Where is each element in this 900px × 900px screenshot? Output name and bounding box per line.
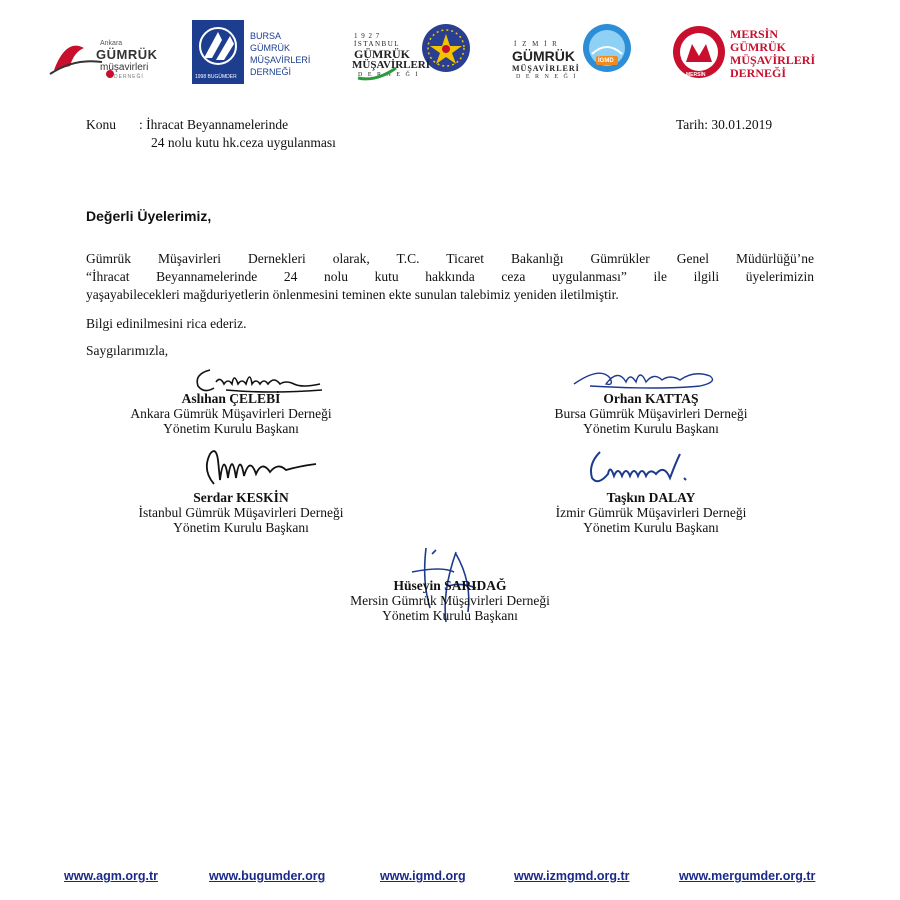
signatory-dalay: Taşkın DALAY İzmir Gümrük Müşavirleri Derneği Yönetim Kurulu Başkanı bbox=[555, 490, 747, 535]
footer-link-igmd[interactable]: www.igmd.org bbox=[380, 869, 466, 883]
footer-link-izmgmd[interactable]: www.izmgmd.org.tr bbox=[514, 869, 630, 883]
body-paragraph bbox=[86, 250, 814, 304]
konu-line-1: : İhracat Beyannamelerinde bbox=[139, 117, 289, 132]
signature-dalay bbox=[580, 444, 700, 490]
logo-istanbul: 1 9 2 7 İSTANBUL GÜMRÜK MÜŞAVİRLERİ D E R N E Ğ İ bbox=[350, 18, 480, 88]
tarih: Tarih: 30.01.2019 bbox=[676, 117, 773, 132]
istanbul-swoosh bbox=[356, 62, 426, 82]
logo-izmir: İ Z M İ R GÜMRÜK MÜŞAVİRLERİ D E R N E Ğ İ İGMD bbox=[510, 18, 640, 88]
info-line: Bilgi edinilmesini rica ederiz. bbox=[86, 316, 247, 331]
salutation: Değerli Üyelerimiz, bbox=[86, 208, 212, 224]
signature-keskin bbox=[196, 440, 326, 490]
para-line-3: yaşayabilecekleri mağduriyetlerin önlenmesini teminen ekte sunulan talebimiz yeniden iletilmiştir. bbox=[86, 287, 619, 302]
signatory-kattas: Orhan KATTAŞ Bursa Gümrük Müşavirleri Derneği Yönetim Kurulu Başkanı bbox=[554, 391, 748, 436]
logo-ankara: Ankara GÜMRÜK müşavirleri DERNEĞİ bbox=[44, 18, 174, 88]
footer-link-agm[interactable]: www.agm.org.tr bbox=[64, 869, 158, 883]
signatory-keskin: Serdar KESKİN İstanbul Gümrük Müşavirleri Derneği Yönetim Kurulu Başkanı bbox=[138, 490, 344, 535]
signatory-saridag: Hüseyin SARIDAĞ Mersin Gümrük Müşavirleri Derneği Yönetim Kurulu Başkanı bbox=[350, 578, 550, 623]
signatory-celebi: Aslıhan ÇELEBİ Ankara Gümrük Müşavirleri Derneği Yönetim Kurulu Başkanı bbox=[130, 391, 332, 436]
footer-link-mergumder[interactable]: www.mergumder.org.tr bbox=[679, 869, 816, 883]
footer-link-bugumder[interactable]: www.bugumder.org bbox=[209, 869, 326, 883]
izmir-emblem bbox=[582, 20, 632, 78]
konu-label: Konu bbox=[86, 117, 116, 132]
closing-line: Saygılarımızla, bbox=[86, 343, 169, 358]
para-line-1: Gümrük Müşavirleri Dernekleri olarak, T.C. Ticaret Bakanlığı Gümrükler Genel Müdürlüğü’ne bbox=[86, 251, 814, 266]
logo-mersin: MERSİN MERSİN GÜMRÜK MÜŞAVİRLERİ DERNEĞİ bbox=[672, 18, 812, 88]
logo-bursa: 1998 BUGÜMDER BURSA GÜMRÜK MÜŞAVİRLERİ DERNEĞİ bbox=[192, 18, 322, 88]
signature-kattas bbox=[570, 362, 730, 394]
bursa-emblem: 1998 BUGÜMDER bbox=[192, 20, 244, 84]
para-line-2: “İhracat Beyannamelerinde 24 nolu kutu hakkında ceza uygulanması” ile ilgili üyelerimizin bbox=[86, 269, 814, 284]
konu-line-2: 24 nolu kutu hk.ceza uygulanması bbox=[151, 135, 336, 150]
